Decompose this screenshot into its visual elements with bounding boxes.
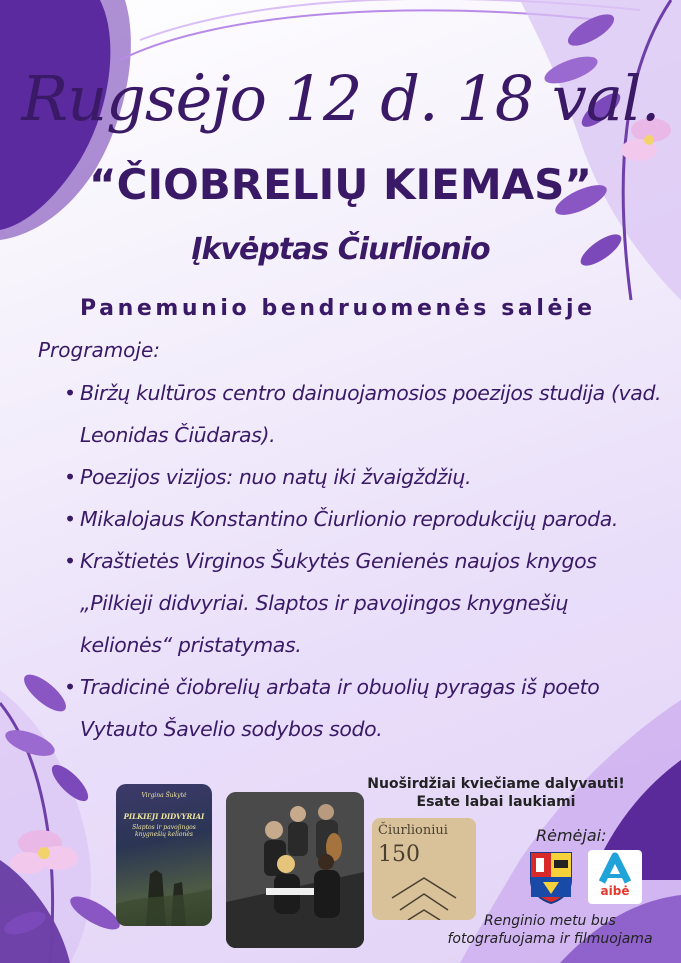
ciurlionis-150-logo	[372, 818, 476, 920]
performers-photo	[226, 792, 364, 948]
invitation	[356, 775, 636, 811]
aibe-logo-icon	[588, 850, 642, 904]
footer-line: Renginio metu bus	[484, 913, 616, 929]
event-date-time: Rugsėjo 12 d. 18 val.	[21, 62, 660, 135]
book-cover-image	[116, 784, 212, 926]
event-subtitle: Įkvėptas Čiurlionio	[191, 232, 490, 267]
venue: Panemunio bendruomenės salėje	[80, 296, 596, 321]
invitation-line: Esate labai laukiami	[416, 794, 576, 810]
coat-of-arms-icon	[528, 850, 574, 904]
logo-number: 150	[378, 842, 420, 867]
book-title: PILKIEJI DIDVYRIAI	[123, 812, 205, 821]
program-item: • Mikalojaus Konstantino Čiurlionio reprodukcijų paroda.	[64, 498, 664, 540]
program-item: • Poezijos vizijos: nuo natų iki žvaigždžių.	[64, 456, 664, 498]
book-author: Virgina Šukytė	[141, 792, 187, 799]
program-list	[64, 372, 664, 750]
sponsors-label: Rėmėjai:	[536, 826, 607, 845]
invitation-line: Nuoširdžiai kviečiame dalyvauti!	[367, 776, 625, 792]
program-item: • Tradicinė čiobrelių arbata ir obuolių pyragas iš poeto Vytauto Šavelio sodybos sodo.	[64, 666, 664, 750]
program-item: • Biržų kultūros centro dainuojamosios poezijos studija (vad. Leonidas Čiūdaras).	[64, 372, 664, 456]
program-label: Programoje:	[38, 338, 161, 362]
program-item: • Kraštietės Virginos Šukytės Genienės naujos knygos „Pilkieji didvyriai. Slaptos ir pavojingos knygnešių kelionės“ pristatymas.	[64, 540, 664, 666]
footer-note	[420, 912, 680, 948]
footer-line: fotografuojama ir filmuojama	[447, 931, 653, 947]
aibe-logo-text: aibė	[600, 884, 630, 898]
event-title: “ČIOBRELIŲ KIEMAS”	[89, 160, 592, 209]
book-subtitle: Slaptos ir pavojingos knygnešių kelionės	[132, 824, 196, 838]
logo-text: Čiurlioniui	[378, 823, 448, 838]
